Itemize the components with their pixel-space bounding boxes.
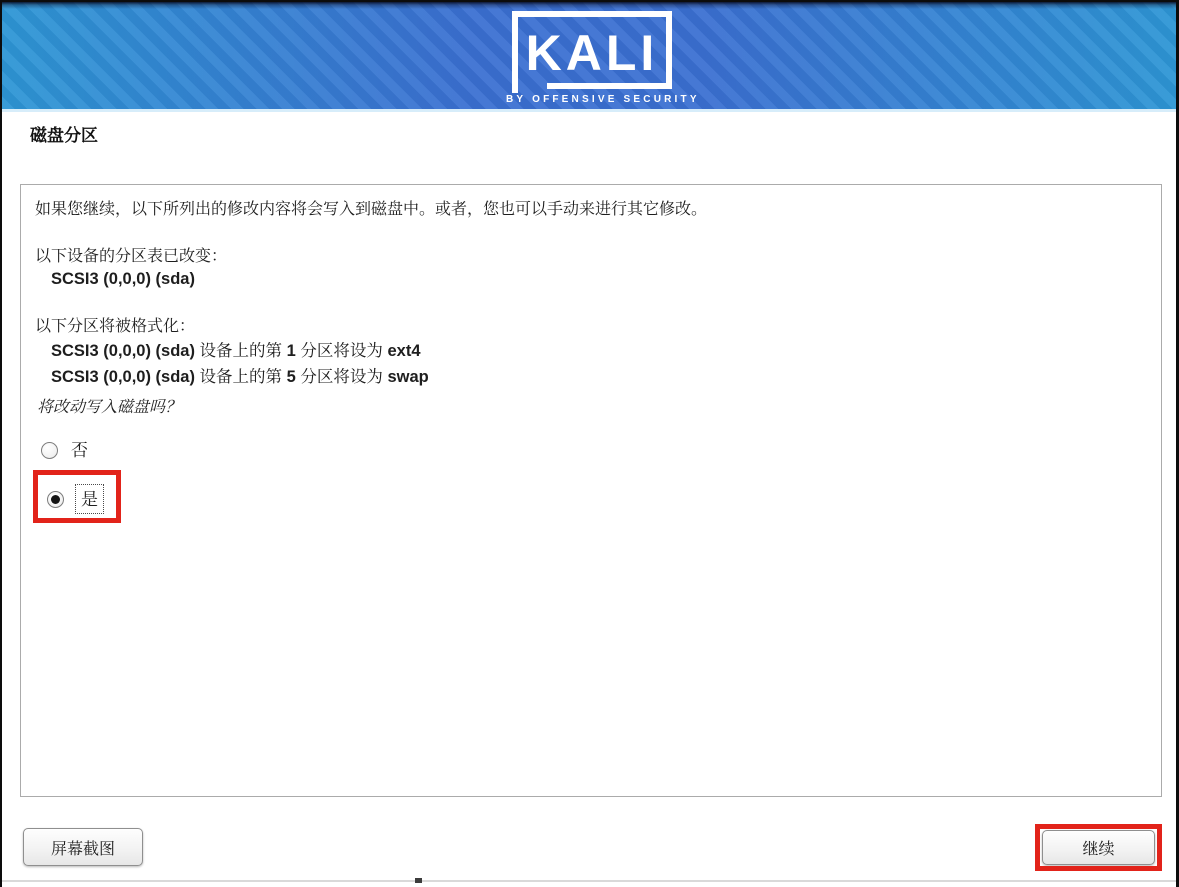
partitioning-summary-panel <box>20 184 1162 797</box>
kali-logo-frame-icon <box>506 7 678 93</box>
radio-no-icon[interactable] <box>41 442 58 459</box>
radio-yes-label[interactable]: 是 <box>75 484 104 514</box>
window-bottom-tick <box>415 878 422 883</box>
radio-option-yes[interactable] <box>47 484 104 514</box>
kali-logo-text: KALI <box>525 25 659 81</box>
screenshot-button[interactable]: 屏幕截图 <box>23 828 143 866</box>
format-line-1-fs: ext4 <box>387 342 421 360</box>
format-line-1-text1: 设备上的第 <box>194 342 287 360</box>
radio-yes-icon[interactable] <box>47 491 64 508</box>
window-bottom-edge <box>2 880 1176 882</box>
continue-button[interactable]: 继续 <box>1042 830 1155 865</box>
page-title: 磁盘分区 <box>30 126 98 145</box>
kali-logo-tagline: BY OFFENSIVE SECURITY <box>506 94 700 105</box>
partition-table-changed-label: 以下设备的分区表已改变： <box>35 248 228 265</box>
format-line-1-number: 1 <box>286 342 296 360</box>
format-line-2-text1: 设备上的第 <box>194 368 287 386</box>
kali-logo <box>506 7 700 105</box>
format-line-1-device: SCSI3 (0,0,0) (sda) <box>51 342 195 360</box>
radio-option-no[interactable] <box>41 439 88 462</box>
format-line-2-text2: 分区将设为 <box>295 368 388 386</box>
write-changes-question: 将改动写入磁盘吗？ <box>37 399 182 416</box>
format-label: 以下分区将被格式化： <box>35 318 196 335</box>
intro-text: 如果您继续，以下所列出的修改内容将会写入到磁盘中。或者，您也可以手动来进行其它修改。 <box>35 201 708 218</box>
format-line-2-fs: swap <box>387 368 429 386</box>
format-line-1 <box>35 338 1147 364</box>
changed-device: SCSI3 (0,0,0) (sda) <box>51 270 195 288</box>
continue-button-area <box>1042 830 1155 865</box>
format-line-1-text2: 分区将设为 <box>295 342 388 360</box>
format-line-2-number: 5 <box>286 368 296 386</box>
radio-no-label[interactable]: 否 <box>71 441 88 460</box>
format-line-2-device: SCSI3 (0,0,0) (sda) <box>51 368 195 386</box>
format-line-2 <box>35 364 1147 390</box>
kali-banner <box>2 2 1176 112</box>
